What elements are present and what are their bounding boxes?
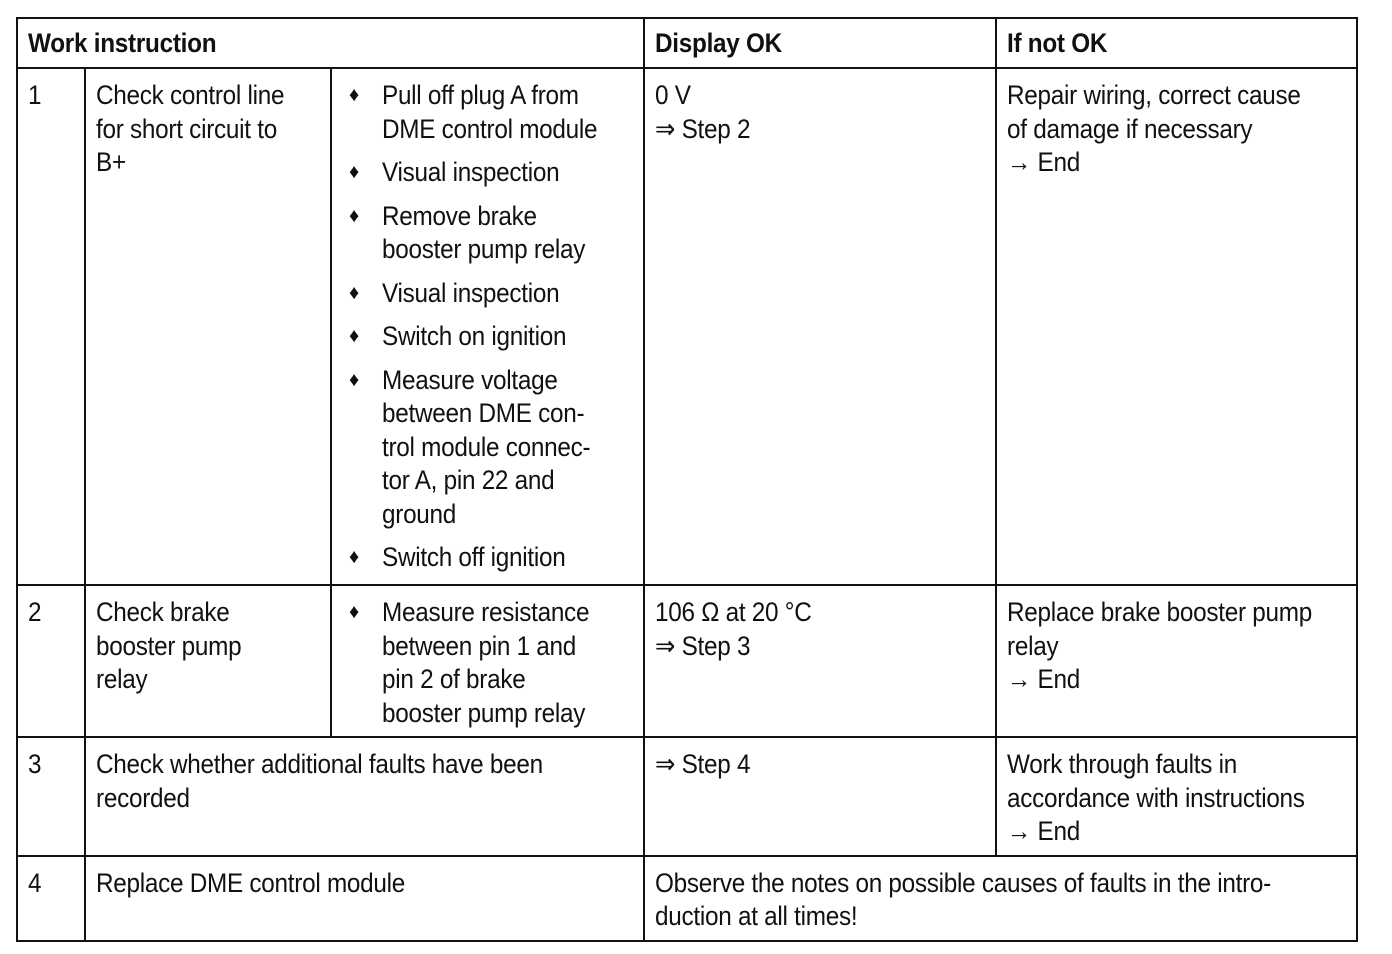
task-cell: Replace DME control module [85,856,644,941]
list-item: ♦ Pull off plug A from DME control module [342,79,633,146]
list-item: ♦ Visual inspection [342,156,633,190]
list-item: ♦ Remove brake booster pump relay [342,200,633,267]
list-item: ♦ Switch off ignition [342,541,633,575]
diamond-bullet-icon: ♦ [349,601,359,623]
header-if-not-ok: If not OK [996,18,1357,68]
diamond-bullet-icon: ♦ [349,84,359,106]
steps-cell [331,585,644,737]
diamond-bullet-icon: ♦ [349,325,359,347]
step-number: 1 [17,68,85,585]
diamond-bullet-icon: ♦ [349,368,359,391]
step-number: 2 [17,585,85,737]
steps-cell [331,68,644,585]
list-item: ♦ Measure resistance between pin 1 and pin 2 of brake booster pump relay [342,596,633,730]
step-number: 3 [17,737,85,856]
if-not-ok-cell: Replace brake booster pump relay → End [996,585,1357,737]
diamond-bullet-icon: ♦ [349,204,359,227]
header-display-ok: Display OK [644,18,996,68]
display-ok-cell: 0 V ⇒ Step 2 [644,68,996,585]
table-row [17,737,1357,856]
if-not-ok-cell: Work through faults in accordance with instructions → End [996,737,1357,856]
display-ok-cell: 106 Ω at 20 °C ⇒ Step 3 [644,585,996,737]
if-not-ok-cell: Repair wiring, correct cause of damage if necessary → End [996,68,1357,585]
step-number: 4 [17,856,85,941]
diamond-bullet-icon: ♦ [349,546,359,568]
note-cell: Observe the notes on possible causes of faults in the intro- duction at all times! [644,856,1357,941]
display-ok-cell: ⇒ Step 4 [644,737,996,856]
diamond-bullet-icon: ♦ [349,281,359,304]
list-item: ♦ Measure voltage between DME con- trol module connec- tor A, pin 22 and ground [342,364,633,532]
table-row [17,585,1357,737]
work-instruction-table [16,17,1358,942]
list-item: ♦ Visual inspection [342,277,633,311]
diamond-bullet-icon: ♦ [349,161,359,183]
header-work-instruction: Work instruction [17,18,644,68]
task-cell: Check whether additional faults have been recorded [85,737,644,856]
table-row [17,68,1357,585]
list-item: ♦ Switch on ignition [342,320,633,354]
task-cell: Check brake booster pump relay [85,585,331,737]
header-row [17,18,1357,68]
task-cell: Check control line for short circuit to B+ [85,68,331,585]
table-row [17,856,1357,941]
